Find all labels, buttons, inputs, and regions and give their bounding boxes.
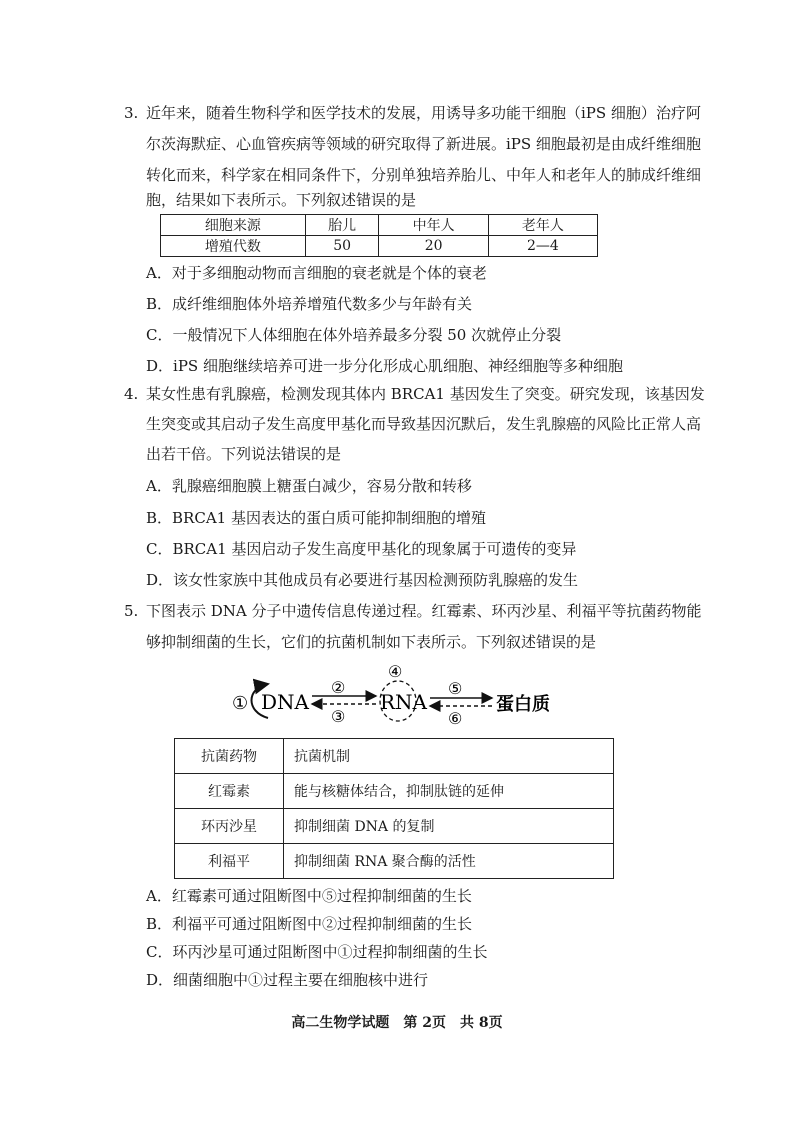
q3-number: 3. (124, 104, 139, 122)
q3-table-cell: 20 (379, 236, 488, 257)
q5-stem-line-1: 下图表示 DNA 分子中遗传信息传递过程。红霉素、环丙沙星、利福平等抗菌药物能 (146, 602, 702, 620)
dna-label: DNA (261, 690, 309, 714)
q3-table-cell: 50 (305, 236, 379, 257)
q5-table-row (175, 809, 614, 844)
q3-stem-line-4: 胞，结果如下表所示。下列叙述错误的是 (146, 191, 417, 209)
q3-option-a: A．对于多细胞动物而言细胞的衰老就是个体的衰老 (146, 264, 487, 282)
q5-table-cell: 利福平 (175, 844, 284, 879)
page-footer: 高二生物学试题 第 2页 共 8页 (291, 1015, 503, 1031)
q5-table-cell: 抑制细菌 RNA 聚合酶的活性 (284, 844, 614, 879)
q3-stem-line-1: 近年来，随着生物科学和医学技术的发展，用诱导多功能干细胞（iPS 细胞）治疗阿 (146, 104, 701, 122)
q3-stem-line-3: 转化而来，科学家在相同条件下，分别单独培养胎儿、中年人和老年人的肺成纤维细 (146, 166, 702, 184)
rna-label: RNA (380, 690, 428, 714)
q5-option-b: B．利福平可通过阻断图中②过程抑制细菌的生长 (146, 915, 473, 933)
q5-table-cell: 环丙沙星 (175, 809, 284, 844)
process-6-label: ⑥ (448, 709, 463, 728)
q5-table-row (175, 774, 614, 809)
q3-table-cell: 中年人 (379, 215, 488, 236)
q3-table-cell: 增殖代数 (161, 236, 306, 257)
q5-option-c: C．环丙沙星可通过阻断图中①过程抑制细菌的生长 (146, 943, 488, 961)
q3-table-cell: 细胞来源 (161, 215, 306, 236)
q5-stem-line-2: 够抑制细菌的生长，它们的抗菌机制如下表所示。下列叙述错误的是 (146, 633, 597, 651)
q3-table-cell: 2—4 (488, 236, 597, 257)
process-1-label: ① (232, 693, 249, 714)
q5-option-a: A．红霉素可通过阻断图中⑤过程抑制细菌的生长 (146, 887, 472, 905)
genetic-information-flow-diagram (232, 660, 572, 730)
q5-table-header-row (175, 739, 614, 774)
q5-table-cell: 能与核糖体结合，抑制肽链的延伸 (284, 774, 614, 809)
q5-option-d: D．细菌细胞中①过程主要在细胞核中进行 (146, 971, 429, 989)
q3-option-b: B．成纤维细胞体外培养增殖代数多少与年龄有关 (146, 295, 473, 313)
q4-option-c: C．BRCA1 基因启动子发生高度甲基化的现象属于可遗传的变异 (146, 540, 577, 558)
q3-cell-table (160, 214, 598, 257)
q3-table-cell: 老年人 (488, 215, 597, 236)
q3-stem-line-2: 尔茨海默症、心血管疾病等领域的研究取得了新进展。iPS 细胞最初是由成纤维细胞 (146, 135, 701, 153)
q4-option-d: D．该女性家族中其他成员有必要进行基因检测预防乳腺癌的发生 (146, 571, 579, 589)
protein-label: 蛋白质 (496, 694, 550, 715)
q4-stem-line-3: 出若干倍。下列说法错误的是 (146, 445, 342, 463)
q4-number: 4. (124, 385, 139, 403)
q5-table-cell: 抗菌机制 (284, 739, 614, 774)
q5-antibiotic-table (174, 738, 614, 879)
process-3-label: ③ (331, 707, 346, 726)
q5-table-cell: 抑制细菌 DNA 的复制 (284, 809, 614, 844)
process-4-label: ④ (388, 662, 403, 681)
q4-stem-line-2: 生突变或其启动子发生高度甲基化而导致基因沉默后，发生乳腺癌的风险比正常人高 (146, 415, 702, 433)
q3-table-cell: 胎儿 (305, 215, 379, 236)
q3-option-c: C．一般情况下人体细胞在体外培养最多分裂 50 次就停止分裂 (146, 326, 562, 344)
q3-table-data-row (161, 236, 598, 257)
q5-number: 5. (124, 602, 139, 620)
q4-option-a: A．乳腺癌细胞膜上糖蛋白减少，容易分散和转移 (146, 477, 472, 495)
q5-table-cell: 红霉素 (175, 774, 284, 809)
process-2-label: ② (331, 678, 346, 697)
q5-table-row (175, 844, 614, 879)
q3-option-d: D．iPS 细胞继续培养可进一步分化形成心肌细胞、神经细胞等多种细胞 (146, 357, 623, 375)
q4-option-b: B．BRCA1 基因表达的蛋白质可能抑制细胞的增殖 (146, 509, 486, 527)
process-5-label: ⑤ (448, 679, 463, 698)
q5-table-cell: 抗菌药物 (175, 739, 284, 774)
q4-stem-line-1: 某女性患有乳腺癌，检测发现其体内 BRCA1 基因发生了突变。研究发现，该基因发 (146, 385, 705, 403)
q3-table-header-row (161, 215, 598, 236)
